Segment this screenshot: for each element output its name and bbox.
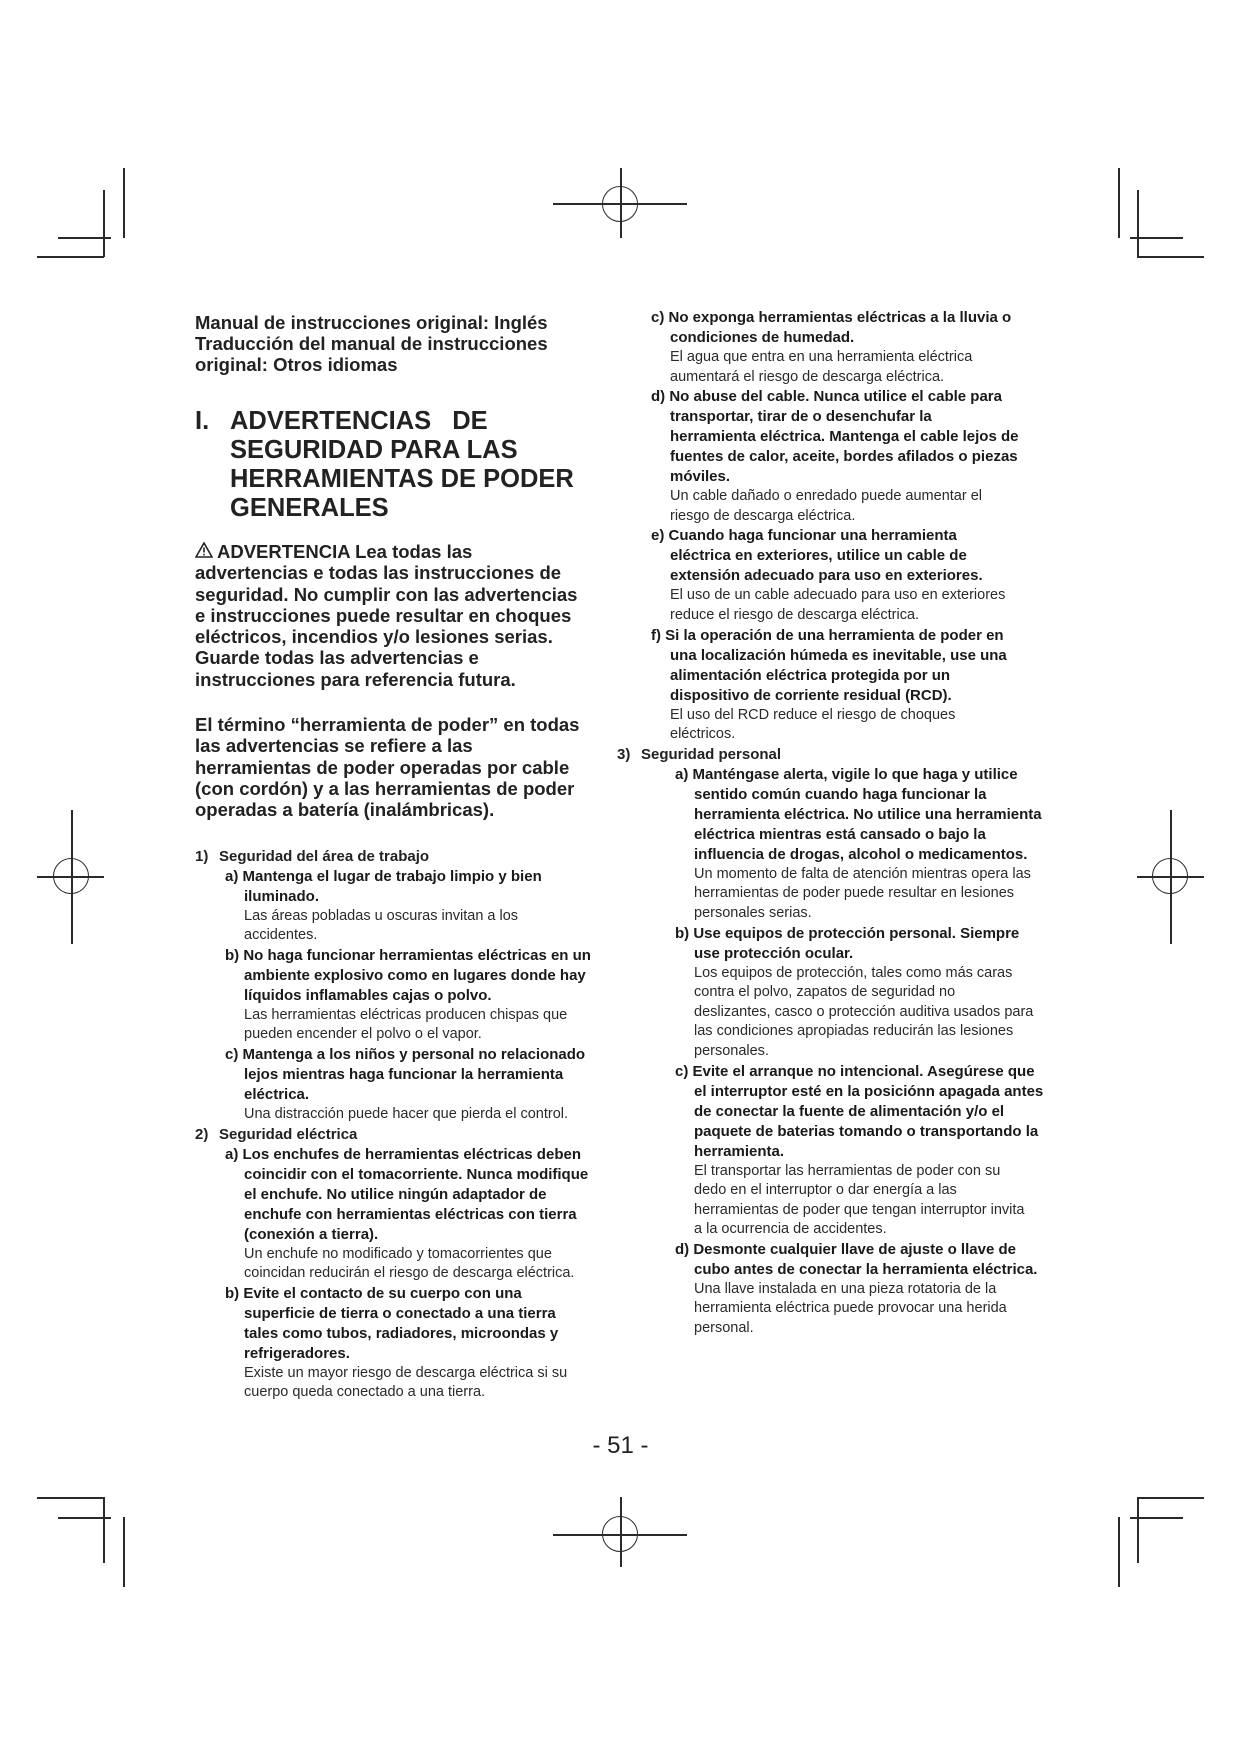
list-item: c) Mantenga a los niños y personal no relacionado lejos mientras haga funcionar la herramienta eléctrica. Una distracción puede hacer que pierda el control. xyxy=(225,1045,586,1122)
category-personal: 3) Seguridad personal xyxy=(617,745,782,763)
list-item: e) Cuando haga funcionar una herramienta eléctrica en exteriores, utilice un cable de extensión adecuado para uso en exteriores. El uso de un cable adecuado para uso en exteriores reduce el riesgo de descarga eléctrica. xyxy=(651,527,1006,623)
list-item: f) Si la operación de una herramienta de poder en una localización húmeda es inevitable, use una alimentación eléctrica protegida por un dispositivo de corriente residual (RCD). El uso del RCD reduce el riesgo de choques eléctricos. xyxy=(651,626,1007,743)
section-number: I. xyxy=(195,407,210,435)
list-item: b) No haga funcionar herramientas eléctricas en un ambiente explosivo como en lugares donde hay líquidos inflamables cajas o polvo. Las herramientas eléctricas producen chispas que pueden encender el polvo o el vapor. xyxy=(225,946,591,1043)
list-item: d) No abuse del cable. Nunca utilice el cable para transportar, tirar de o desenchufar la herramienta eléctrica. Mantenga el cable lejos de fuentes de calor, aceite, bordes afilados o piezas móviles. Un cable dañado o enredado puede aumentar el riesgo de descarga eléctrica. xyxy=(651,388,1019,524)
right-column xyxy=(617,308,1065,1339)
page-number: - 51 - xyxy=(592,1432,649,1459)
safety-list-left xyxy=(195,847,615,1403)
general-warning: ADVERTENCIA Lea todas las advertencias e todas las instrucciones de seguridad. No cumplir con las advertencias e instrucciones puede resultar en choques eléctricos, incendios y/o lesiones serias. Guarde todas las advertencias e instrucciones para referencia futura. xyxy=(195,541,578,690)
list-item: b) Evite el contacto de su cuerpo con una superficie de tierra o conectado a una tierra tales como tubos, radiadores, microondas y refrigeradores. Existe un mayor riesgo de descarga eléctrica si su cuerpo queda conectado a una tierra. xyxy=(225,1284,568,1401)
list-item: a) Los enchufes de herramientas eléctricas deben coincidir con el tomacorriente. Nunca modifique el enchufe. No utilice ningún adaptador de enchufe con herramientas eléctricas con tierra (conexión a tierra). Un enchufe no modificado y tomacorrientes que coincidan reducirán el riesgo de descarga eléctrica. xyxy=(225,1145,589,1282)
list-item: a) Mantenga el lugar de trabajo limpio y bien iluminado. Las áreas pobladas u oscuras invitan a los accidentes. xyxy=(225,867,542,944)
category-electrical: 2) Seguridad eléctrica xyxy=(195,1125,358,1143)
list-item: a) Manténgase alerta, vigile lo que haga y utilice sentido común cuando haga funcionar la herramienta eléctrica. No utilice una herramienta eléctrica mientras está cansado o bajo la influencia de drogas, alcohol o medicamentos. Un momento de falta de atención mientras opera las herramientas de poder puede resultar en lesiones personales serias. xyxy=(675,765,1042,921)
left-column xyxy=(195,312,615,1403)
list-item: d) Desmonte cualquier llave de ajuste o llave de cubo antes de conectar la herramienta eléctrica. Una llave instalada en una pieza rotatoria de la herramienta eléctrica puede provocar una herida personal. xyxy=(675,1240,1038,1337)
list-item: b) Use equipos de protección personal. Siempre use protección ocular. Los equipos de protección, tales como más caras contra el polvo, zapatos de seguridad no deslizantes, casco o protección auditiva usados para las condiciones apropiadas reducirán las lesiones personales. xyxy=(675,924,1034,1059)
warning-triangle-icon xyxy=(195,541,215,562)
list-item: c) No exponga herramientas eléctricas a la lluvia o condiciones de humedad. El agua que entra en una herramienta eléctrica aumentará el riesgo de descarga eléctrica. xyxy=(651,309,1012,385)
power-tool-term-note: El término “herramienta de poder” en todas las advertencias se refiere a las herramientas de poder operadas por cable (con cordón) y a las herramientas de poder operadas a batería (inalámbricas). xyxy=(195,714,580,821)
original-language-note: Manual de instrucciones original: Inglés Traducción del manual de instrucciones original: Otros idiomas xyxy=(195,312,548,375)
section-title: I. ADVERTENCIAS DE SEGURIDAD PARA LAS HERRAMIENTAS DE PODER GENERALES xyxy=(195,407,574,522)
category-work-area: 1) Seguridad del área de trabajo xyxy=(195,847,430,865)
list-item: c) Evite el arranque no intencional. Asegúrese que el interruptor esté en la posiciónn apagada antes de conectar la fuente de alimentación y/o el paquete de baterias tomando o transportando la herramienta. El transportar las herramientas de poder con su dedo en el interruptor o dar energía a las herramientas de poder que tengan interruptor invita a la ocurrencia de accidentes. xyxy=(675,1062,1044,1238)
